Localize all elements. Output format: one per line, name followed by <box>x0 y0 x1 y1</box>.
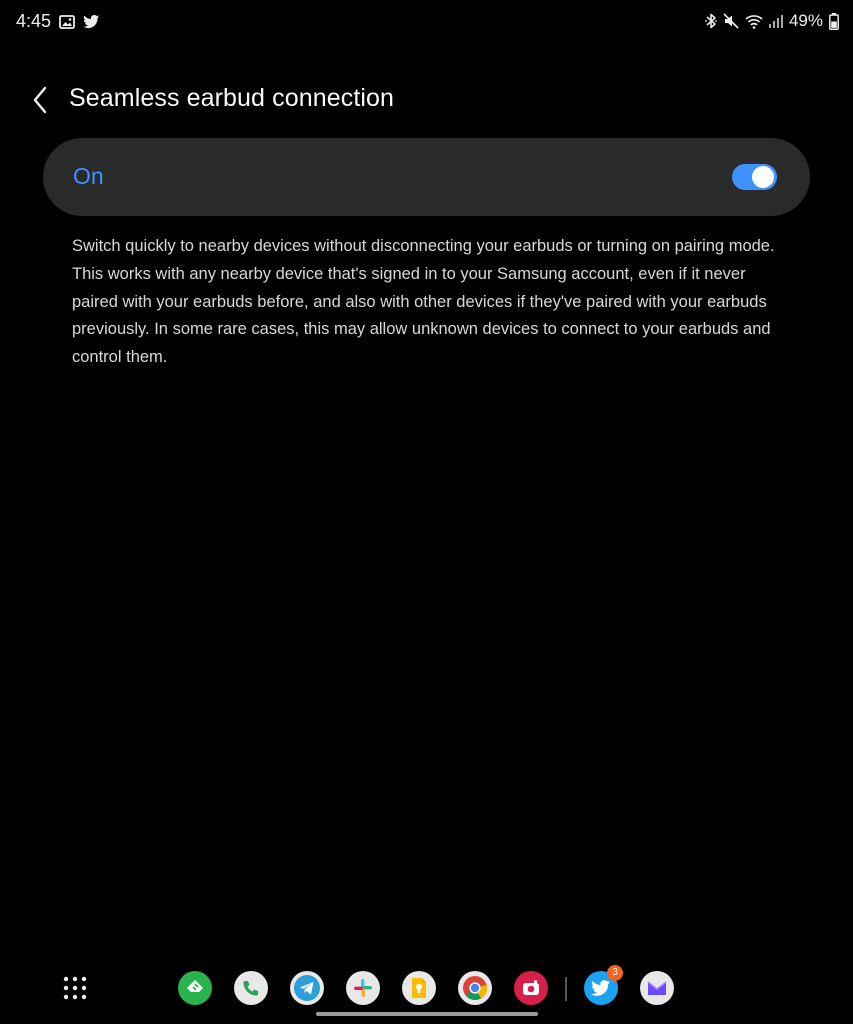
grid-icon <box>60 973 90 1003</box>
feature-description: Switch quickly to nearby devices without disconnecting your earbuds or turning on pairing mode. This works with any nearby device that's signed in to your Samsung account, even if it never paired with your earbuds before, and also with other devices if they've paired with your earbuds previously. In some rare cases, this may allow unknown devices to connect to your earbuds and control them. <box>72 237 775 367</box>
page-title: Seamless earbud connection <box>69 84 395 112</box>
chrome-app[interactable] <box>458 971 492 1005</box>
twitter-icon <box>591 980 611 997</box>
phone-app[interactable] <box>234 971 268 1005</box>
battery-percent: 49% <box>788 11 823 30</box>
gesture-navigation-bar[interactable] <box>316 1012 538 1016</box>
twitter-app[interactable] <box>584 967 618 1005</box>
wifi-icon <box>745 14 763 29</box>
bluetooth-icon <box>705 13 717 29</box>
taskbar-dock <box>0 965 853 1015</box>
twitter-notification-icon <box>83 15 100 29</box>
telegram-app[interactable] <box>290 971 324 1005</box>
chevron-left-icon <box>32 86 48 114</box>
slack-app[interactable] <box>346 971 380 1005</box>
mail-icon <box>646 979 668 997</box>
phone-icon <box>241 978 261 998</box>
switch-knob <box>752 166 774 188</box>
keep-icon <box>409 977 429 999</box>
feedly-icon <box>185 978 205 998</box>
telegram-icon <box>292 973 322 1003</box>
proton-mail-app[interactable] <box>640 971 674 1005</box>
page-header <box>0 76 853 124</box>
battery-icon <box>829 13 839 30</box>
keep-app[interactable] <box>402 971 436 1005</box>
status-bar <box>0 0 853 48</box>
app-drawer-button[interactable] <box>60 973 90 1003</box>
on-off-switch[interactable] <box>732 164 777 190</box>
master-toggle-row[interactable] <box>43 138 810 216</box>
signal-icon <box>769 14 783 28</box>
notification-badge: 3 <box>607 965 623 981</box>
mute-icon <box>723 13 739 29</box>
feedly-app[interactable] <box>178 971 212 1005</box>
screen-recorder-app[interactable] <box>514 971 548 1005</box>
back-button[interactable] <box>24 82 56 118</box>
gallery-icon <box>59 15 75 29</box>
camera-icon <box>521 979 541 997</box>
slack-icon <box>353 978 373 998</box>
chrome-icon <box>462 975 488 1001</box>
toggle-label: On <box>73 163 104 189</box>
status-time: 4:45 <box>16 11 52 31</box>
dock-divider <box>565 977 567 1001</box>
